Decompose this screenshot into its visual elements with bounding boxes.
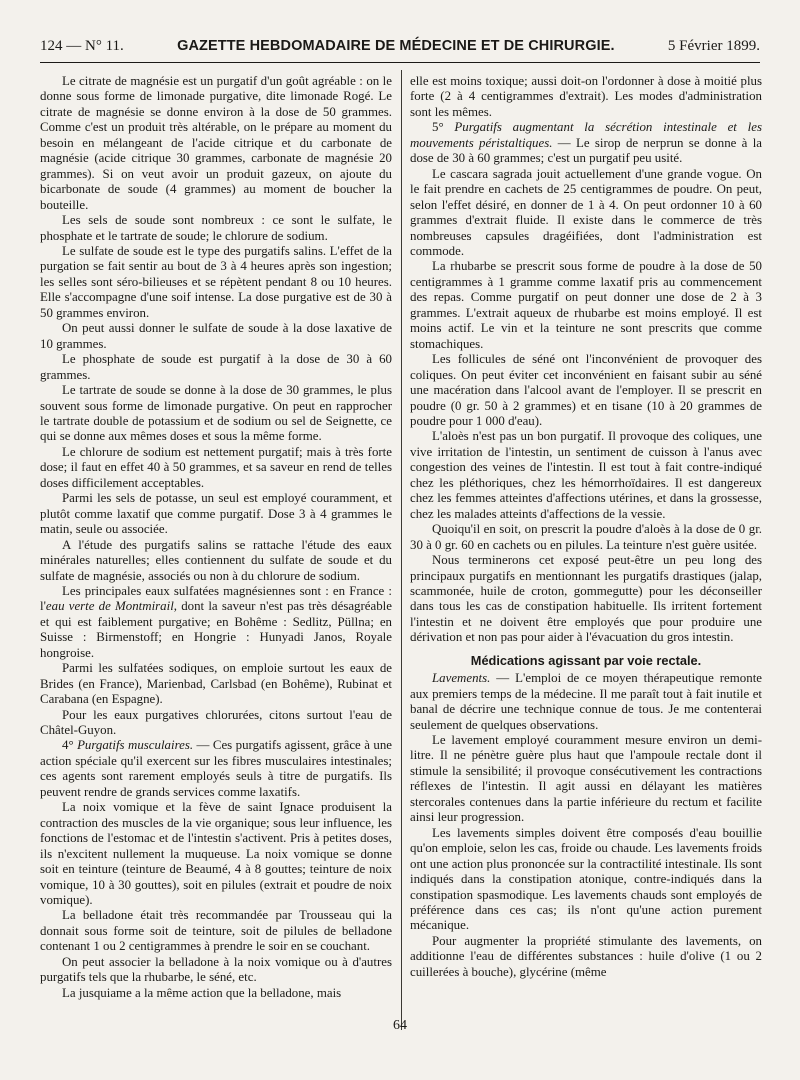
issue-date: 5 Février 1899. [667, 38, 760, 54]
page-issue-number: 124 — N° 11. [40, 38, 124, 54]
italic-run: eau verte de Montmirail [45, 599, 174, 614]
left-column [40, 74, 392, 1001]
column-divider [401, 70, 402, 1030]
paragraph [40, 584, 392, 661]
paragraph: Parmi les sels de potasse, un seul est employé couramment, et plutôt comme laxatif que comme purgatif. Dose 3 à 4 grammes le matin, seule ou associée. [40, 491, 392, 537]
paragraph: A l'étude des purgatifs salins se rattache l'étude des eaux minérales naturelles; elles contiennent du sulfate de soude et du sulfate de magnésie, associés ou non à du chlorure de sodium. [40, 537, 392, 583]
paragraph: Le citrate de magnésie est un purgatif d'un goût agréable : on le donne sous forme de limonade purgative, dite limonade Rogé. Le citrate de magnésie se donne environ à la dose de 50 grammes. Comme c'est un produit très altérable, on le prépare au moment du besoin en mélangeant de l'acide citrique et du carbonate de magnésie (acide citrique 30 grammes, carbonate de magnésie 20 grammes). Si on veut avoir un produit gazeux, on ajoute du bicarbonate de soude (4 grammes) au moment de boucher la bouteille. [40, 74, 392, 212]
section-number: 4° [62, 738, 78, 753]
paragraph: Les sels de soude sont nombreux : ce sont le sulfate, le phosphate et le tartrate de soude; le chlorure de sodium. [40, 213, 392, 243]
paragraph: Le lavement employé couramment mesure environ un demi-litre. Il ne pénètre guère plus haut que l'ampoule rectale dont il stimule la sensibilité; il provoque consécutivement les contractions réflexes de l'intestin. Il agit aussi en délayant les matières stercorales contenues dans la partie inférieure du rectum et facilite ainsi leur progression. [410, 733, 762, 825]
paragraph [410, 671, 762, 733]
paragraph: La jusquiame a la même action que la belladone, mais [62, 985, 342, 1000]
paragraph: Le tartrate de soude se donne à la dose de 30 grammes, le plus souvent sous forme de limonade purgative. On peut en rapprocher le tartrate double de potassium et de sodium ou sel de Seignette, ce qui se donne aux mêmes doses et sous la même forme. [40, 383, 392, 444]
paragraph: Les follicules de séné ont l'inconvénient de provoquer des coliques. On peut éviter cet inconvénient en faisant subir au séné une macération dans l'alcool avant de l'employer. Il se prescrit en poudre (0 gr. 50 à 2 grammes) et en tisane (10 à 20 grammes de poudre pour 1 000 d'eau). [410, 352, 762, 428]
subsection-heading: Purgatifs musculaires. [77, 738, 194, 753]
paragraph: L'aloès n'est pas un bon purgatif. Il provoque des coliques, une vive irritation de l'intestin, un sentiment de cuisson à l'anus avec congestion des veines de l'intestin. Il est tout à fait contre-indiqué chez les pléthoriques, chez les hémorrhoïdaires. Il est dangereux chez les femmes atteintes d'affections utérines, et dans la grossesse, chez les malades atteints d'affections de la vessie. [410, 429, 762, 521]
paragraph: Quoiqu'il en soit, on prescrit la poudre d'aloès à la dose de 0 gr. 30 à 0 gr. 60 en cachets ou en pilules. La teinture n'est guère usitée. [410, 522, 762, 552]
paragraph: Les lavements simples doivent être composés d'eau bouillie qu'on emploie, selon les cas, froide ou chaude. Les lavements froids ont une action plus prononcée sur la contractilité intestinale. Ils sont indiqués dans la constipation atonique, contre-indiqués dans la constipation spasmodique. Les lavements chauds sont employés de préférence dans ces cas; ils n'ont qu'une action purement mécanique. [410, 825, 762, 933]
paragraph: La rhubarbe se prescrit sous forme de poudre à la dose de 50 centigrammes à 1 gramme comme laxatif pris au commencement des repas. Comme purgatif on peut donner une dose de 2 à 3 grammes. L'extrait aqueux de rhubarbe est moins employé. Il est moins actif. Le vin et la teinture ne sont prescrits que comme stomachiques. [410, 259, 762, 351]
paragraph: Le phosphate de soude est purgatif à la dose de 30 à 60 grammes. [40, 352, 392, 382]
paragraph: Pour augmenter la propriété stimulante des lavements, on additionne l'eau de différentes substances : huile d'olive (1 ou 2 cuillerées à bouche), glycérine (même [410, 933, 762, 979]
section-heading: Médications agissant par voie rectale. [470, 652, 702, 668]
paragraph: La belladone était très recommandée par Trousseau qui la donnait sous forme soit de teinture, soit de pilules de belladone contenant 1 ou 2 centigrammes à prendre le soir en se couchant. [40, 908, 392, 954]
text-run: , dont la saveur n'est pas très désagréable et qui est faiblement purgative; en Bohême : Sedlitz, Püllna; en Suisse : Birmenstoff; en Hongrie : Hunyadi Janos, Royale hongroise. [40, 599, 392, 660]
header-rule [40, 62, 760, 63]
subsection-heading: Lavements. [432, 671, 491, 686]
paragraph: On peut aussi donner le sulfate de soude à la dose laxative de 10 grammes. [40, 321, 392, 351]
journal-title: GAZETTE HEBDOMADAIRE DE MÉDECINE ET DE CHIRURGIE. [177, 38, 615, 54]
paragraph-continued: elle est moins toxique; aussi doit-on l'ordonner à dose à moitié plus forte (2 à 4 centigrammes d'extrait). Les modes d'administration sont les mêmes. [410, 74, 762, 119]
subsection-heading: Purgatifs augmentant la sécrétion intestinale et les mouvements péristaltiques. [410, 120, 762, 150]
right-column [410, 74, 762, 980]
text-run: — Ces purgatifs agissent, grâce à une action spéciale qu'il exercent sur les fibres musculaires intestinales; ces agents sont rarement employés seuls à titre de purgatifs. Ils peuvent rendre de grands services comme laxatifs. [40, 738, 392, 799]
paragraph: Nous terminerons cet exposé peut-être un peu long des principaux purgatifs en mentionnant les purgatifs drastiques (jalap, scammonée, huile de croton, gommegutte) pour les déconseiller dans tous les cas de constipation habituelle. Ils irritent fortement l'intestin et ne doivent être employés que pour produire une dérivation et non pas pour aider à l'évacuation du gros intestin. [410, 553, 762, 645]
page-folio: 64 [393, 1018, 407, 1033]
text-run: — L'emploi de ce moyen thérapeutique remonte aux premiers temps de la médecine. Il me paraît tout à fait inutile et banal de décrire une technique connue de tous. Je me contenterai seulement de quelques observations. [410, 671, 762, 732]
paragraph [410, 120, 762, 166]
paragraph [40, 738, 392, 800]
section-number: 5° [432, 120, 455, 135]
paragraph: Le cascara sagrada jouit actuellement d'une grande vogue. On le fait prendre en cachets de 25 centigrammes de poudre. On peut, selon l'effet désiré, en donner de 1 à 4. On peut ordonner 10 à 60 grammes d'extrait fluide. Il existe dans le commerce de très nombreuses capsules dragéifiées, dont l'administration est commode. [410, 166, 762, 258]
text-run: Les principales eaux sulfatées magnésiennes sont : en France : l' [40, 583, 392, 614]
paragraph: Parmi les sulfatées sodiques, on emploie surtout les eaux de Brides (en France), Marienbad, Carlsbad (en Bohême), Rubinat et Carabana (en Espagne). [40, 661, 392, 707]
running-header [40, 38, 760, 60]
paragraph: Pour les eaux purgatives chlorurées, citons surtout l'eau de Châtel-Guyon. [40, 707, 392, 738]
paragraph: Le chlorure de sodium est nettement purgatif; mais à très forte dose; il faut en effet 40 à 50 grammes, et sa saveur en rend de telles doses difficilement acceptables. [40, 444, 392, 490]
paragraph: La noix vomique et la fève de saint Ignace produisent la contraction des muscles de la vie organique; sous leur influence, les fonctions de l'estomac et de l'intestin s'activent. Pris à petites doses, ils n'excitent nullement la muqueuse. La noix vomique se donne soit en teinture (teinture de Beaumé, 4 à 8 gouttes; teinture de noix vomique, 10 à 30 gouttes), soit en pilules (extrait et poudre de noix vomique). [40, 800, 392, 908]
paragraph: On peut associer la belladone à la noix vomique ou à d'autres purgatifs tels que la rhubarbe, le séné, etc. [40, 954, 392, 985]
text-run: — Le sirop de nerprun se donne à la dose de 30 à 60 grammes; c'est un purgatif peu usité. [410, 135, 763, 166]
paragraph: Le sulfate de soude est le type des purgatifs salins. L'effet de la purgation se fait sentir au bout de 3 à 4 heures après son ingestion; les selles sont séro-bilieuses et se répètent pendant 8 ou 10 heures. Elle s'accompagne d'une soif intense. La dose purgative est de 30 à 50 grammes environ. [40, 243, 392, 320]
